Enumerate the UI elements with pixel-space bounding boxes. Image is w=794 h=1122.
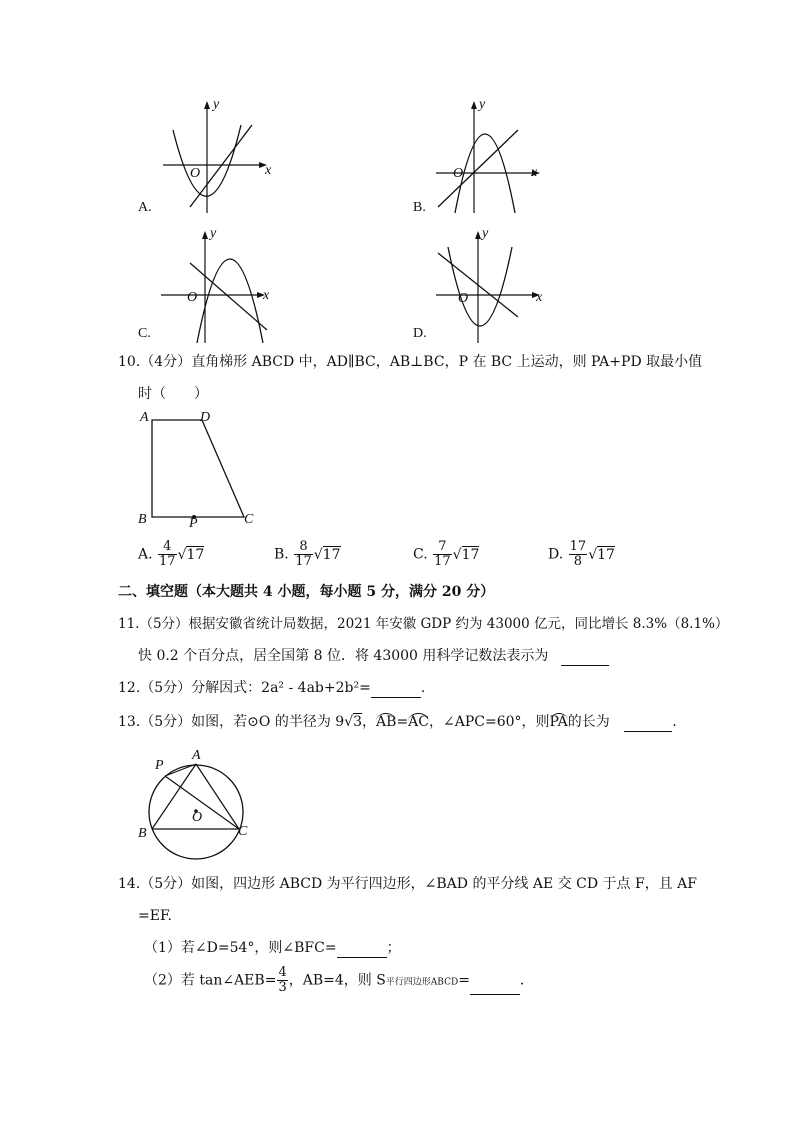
q14-line1: 14.（5分）如图，四边形 ABCD 为平行四边形，∠BAD 的平分线 AE 交 CD 于点 F，且 AF [118, 876, 697, 892]
circ-label-b: B [138, 826, 147, 841]
q11-answer-blank [561, 665, 609, 666]
trap-label-b: B [138, 512, 147, 527]
option-a-label: A. [138, 200, 152, 215]
circ-label-o: O [192, 810, 203, 825]
q14-sub1: （1）若∠D=54°，则∠BFC= ； [144, 940, 401, 956]
circ-label-p: P [155, 758, 164, 773]
option-b-label: B. [413, 200, 426, 215]
option-c-label: C. [138, 326, 151, 341]
q10-option-a: A. $\frac{4}{17}$ √17 [138, 539, 205, 569]
q13-line: 13.（5分）如图，若⊙O 的半径为 9√3，AB=AC，∠APC=60°，则PA的长为 . [118, 714, 677, 730]
q13-answer-blank [624, 731, 672, 732]
graph-a-origin: O [190, 166, 201, 181]
trap-label-a: A [140, 410, 149, 425]
q14-sub2: （2）若 tan∠AEB= $\frac{4}{3}$ ，AB=4，则 S平行四边形ABCD= . [144, 965, 525, 995]
graph-a-y-label: y [213, 97, 220, 112]
graph-d-origin: O [458, 291, 469, 306]
graph-a-x-label: x [265, 163, 272, 178]
q11-line2: 快 0.2 个百分点，居全国第 8 位．将 43000 用科学记数法表示为 [138, 646, 609, 666]
graph-d [430, 225, 550, 345]
graph-d-y-label: y [482, 226, 489, 241]
q12-answer-blank [371, 697, 421, 698]
graph-b [430, 95, 550, 215]
graph-c [155, 225, 275, 345]
circ-label-a: A [192, 748, 201, 763]
q10-option-c: C. $\frac{7}{17}$ √17 [413, 539, 480, 569]
graph-b-y-label: y [479, 97, 486, 112]
option-d-label: D. [413, 326, 427, 341]
graph-c-y-label: y [210, 226, 217, 241]
trap-label-p: P [189, 516, 198, 531]
section-2-title: 二、填空题（本大题共 4 小题，每小题 5 分，满分 20 分） [118, 584, 495, 600]
q12-line: 12.（5分）分解因式：2a² - 4ab+2b²= . [118, 680, 426, 696]
q14-sub2-blank [470, 994, 520, 995]
q14-sub1-blank [337, 957, 387, 958]
graph-a [155, 95, 275, 215]
q14-line2: =EF. [138, 908, 172, 924]
circ-label-c: C [238, 824, 248, 839]
trap-label-c: C [244, 512, 254, 527]
q10-line2: 时（ ） [138, 386, 208, 402]
q11-line1: 11.（5分）根据安徽省统计局数据，2021 年安徽 GDP 约为 43000 亿元，同比增长 8.3%（8.1%） [118, 616, 729, 632]
graph-b-x-label: x [531, 165, 538, 180]
graph-c-x-label: x [263, 288, 270, 303]
graph-b-origin: O [453, 166, 464, 181]
trapezoid-figure [136, 408, 266, 528]
trap-label-d: D [200, 410, 211, 425]
q10-line1: 10.（4分）直角梯形 ABCD 中，AD∥BC，AB⊥BC，P 在 BC 上运动，则 PA+PD 取最小值 [118, 354, 703, 370]
q10-option-d: D. $\frac{17}{8}$ √17 [548, 539, 615, 569]
q10-option-b: B. $\frac{8}{17}$ √17 [274, 539, 341, 569]
graph-d-x-label: x [536, 290, 543, 305]
graph-c-origin: O [187, 290, 198, 305]
